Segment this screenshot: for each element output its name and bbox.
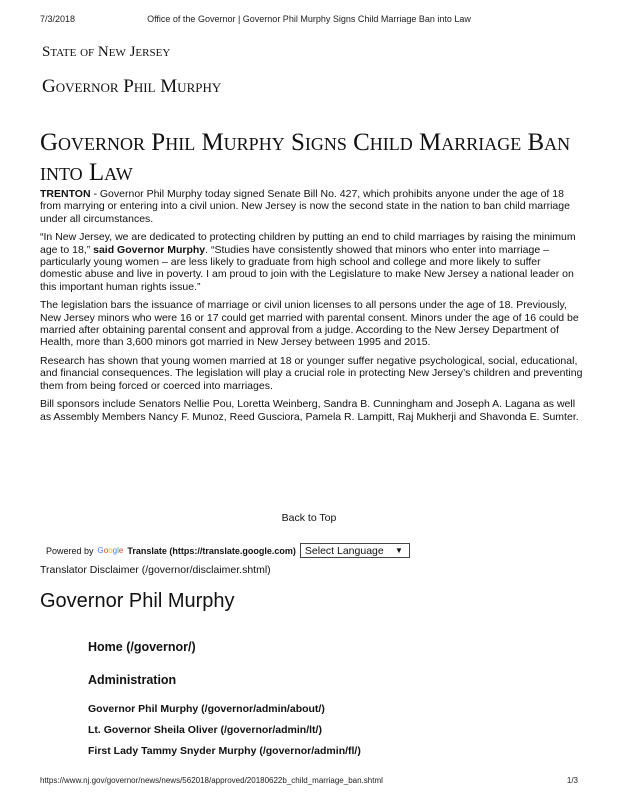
google-translate-link[interactable]: Translate (https://translate.google.com) [127,545,296,556]
powered-by-label: Powered by [46,545,94,556]
chevron-down-icon: ▼ [394,546,403,555]
google-logo: Google [97,546,124,555]
page-title: Governor Phil Murphy Signs Child Marriage Ban into Law [40,129,571,186]
state-of-nj-link[interactable]: State of New Jersey [42,44,171,60]
back-to-top-link[interactable]: Back to Top [281,512,337,524]
article-body [40,188,585,430]
governor-site-link[interactable]: Governor Phil Murphy [42,76,222,97]
language-select[interactable] [300,543,410,558]
page-number: 1/3 [566,776,578,785]
quote-attribution: said Governor Murphy [93,243,206,256]
footer-link-lt-governor[interactable]: Lt. Governor Sheila Oliver (/governor/admin/lt/) [88,724,322,736]
article-paragraph-2: “In New Jersey, we are dedicated to protecting children by putting an end to child marriages by raising the minimum age to 18,” said Governor Murphy. “Studies have consistently showed that minors who enter into marriage – particularly young women – are less likely to graduate from high school and college and more likely to suffer domestic abuse and live in poverty. I am proud to join with the Legislature to make New Jersey a national leader on this important human rights issue.” [40,231,576,293]
footer-link-governor[interactable]: Governor Phil Murphy (/governor/admin/about/) [88,703,325,715]
translate-bar [46,543,410,558]
article-paragraph-1: TRENTON - Governor Phil Murphy today signed Senate Bill No. 427, which prohibits anyone under the age of 18 from marrying or entering into a civil union. New Jersey is now the second state in the nation to ban child marriage under all circumstances. [40,188,570,225]
print-url: https://www.nj.gov/governor/news/news/562018/approved/20180622b_child_marriage_ban.shtml [40,776,383,785]
footer-link-first-lady[interactable]: First Lady Tammy Snyder Murphy (/governor/admin/fl/) [88,745,361,757]
footer-nav-administration: Administration [88,673,177,687]
article-paragraph-3: The legislation bars the issuance of marriage or civil union licenses to all persons under the age of 18. Previously, New Jersey minors who were 16 or 17 could get married with parental consent. Minors under the age of 16 could be married after obtaining parental consent and approval from a judge. According to the New Jersey Department of Health, more than 3,600 minors got married in New Jersey between 1995 and 2015. [40,299,579,349]
print-title: Office of the Governor | Governor Phil Murphy Signs Child Marriage Ban into Law [147,14,471,24]
footer-title: Governor Phil Murphy [40,590,235,612]
dateline: TRENTON [40,188,91,200]
article-paragraph-5: Bill sponsors include Senators Nellie Pou, Loretta Weinberg, Sandra B. Cunningham and Joseph A. Lagana as well as Assembly Members Nancy F. Munoz, Reed Gusciora, Pamela R. Lampitt, Raj Mukherji and Shavonda E. Sumter. [40,398,579,423]
footer-nav-home[interactable]: Home (/governor/) [88,640,196,654]
print-date: 7/3/2018 [40,14,76,24]
language-select-value: Select Language [304,544,384,557]
article-paragraph-4: Research has shown that young women married at 18 or younger suffer negative psychological, social, educational, and financial consequences. The legislation will play a crucial role in protecting New Jersey’s children and preventing them from being forced or coerced into marriages. [40,355,583,392]
translator-disclaimer-link[interactable]: Translator Disclaimer (/governor/disclaimer.shtml) [40,564,271,576]
